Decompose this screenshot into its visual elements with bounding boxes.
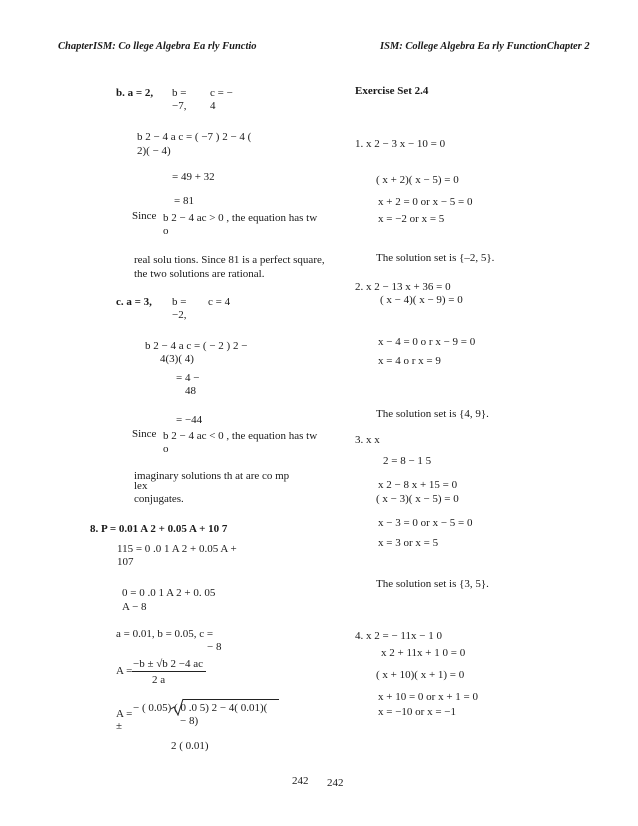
b-line4: = 81 xyxy=(174,195,194,207)
b-condition-o: o xyxy=(163,225,169,237)
c-disc1: b 2 − 4 a c = ( − 2 ) 2 − xyxy=(145,340,248,352)
p8-fraction2-den: 2 ( 0.01) xyxy=(171,740,209,752)
e2-solution: The solution set is {4, 9}. xyxy=(376,408,489,420)
c-line4: = −44 xyxy=(176,414,203,426)
e3-line2: 2 = 8 − 1 5 xyxy=(383,455,432,467)
b-b1: b = xyxy=(172,87,187,99)
c-disc2: 4(3)( 4) xyxy=(160,353,194,365)
c-c: c = 4 xyxy=(208,296,231,308)
e3-line3: x 2 − 8 x + 15 = 0 xyxy=(378,479,458,491)
e4-line5: x = −10 or x = −1 xyxy=(378,706,456,718)
p8-line3b: A − 8 xyxy=(122,601,147,613)
e1-solution: The solution set is {–2, 5}. xyxy=(376,252,495,264)
b-b2: −7, xyxy=(172,100,187,112)
e1-line3: x + 2 = 0 or x − 5 = 0 xyxy=(378,196,473,208)
p8-A2-label: A = xyxy=(116,708,133,720)
p8-A-label: A = xyxy=(116,665,133,677)
e4: 4. x 2 = − 11x − 1 0 xyxy=(355,630,442,642)
p8-abc2: − 8 xyxy=(207,641,222,653)
e1-line2: ( x + 2)( x − 5) = 0 xyxy=(376,174,459,186)
p8-line2a: 115 = 0 .0 1 A 2 + 0.05 A + xyxy=(117,543,237,555)
p8-line2b: 107 xyxy=(117,556,134,568)
p8-fraction-num: −b ± √b 2 −4 ac xyxy=(133,658,203,670)
b-a: b. a = 2, xyxy=(116,87,154,99)
b-line3: = 49 + 32 xyxy=(172,171,215,183)
p8-pm: ± xyxy=(116,720,123,732)
p8-line3a: 0 = 0 .0 1 A 2 + 0. 05 xyxy=(122,587,216,599)
page-number-2: 242 xyxy=(327,777,344,789)
c-condition-o: o xyxy=(163,443,169,455)
c-text1: imaginary solutions th at are co mp xyxy=(134,470,290,482)
b-since: Since xyxy=(132,210,157,222)
p8-fraction2-num-b: − 8) xyxy=(180,715,199,727)
c-b1: b = xyxy=(172,296,187,308)
e2-line4: x = 4 o r x = 9 xyxy=(378,355,441,367)
b-condition: b 2 − 4 ac > 0 , the equation has tw xyxy=(163,212,318,224)
c-text2: conjugates. xyxy=(134,493,184,505)
b-c1: c = − xyxy=(210,87,233,99)
e2-line2: ( x − 4)( x − 9) = 0 xyxy=(380,294,463,306)
e4-line3: ( x + 10)( x + 1) = 0 xyxy=(376,669,465,681)
e2: 2. x 2 − 13 x + 36 = 0 xyxy=(355,281,451,293)
c-condition: b 2 − 4 ac < 0 , the equation has tw xyxy=(163,430,318,442)
c-a: c. a = 3, xyxy=(116,296,152,308)
sqrt-bar xyxy=(183,699,279,700)
c-text1b: lex xyxy=(134,480,148,492)
header-right: ISM: College Algebra Ea rly FunctionChapter 2 xyxy=(380,41,590,52)
e4-line2: x 2 + 11x + 1 0 = 0 xyxy=(381,647,466,659)
header-left: ChapterISM: Co llege Algebra Ea rly Functio xyxy=(58,41,257,52)
b-disc1: b 2 − 4 a c = ( −7 ) 2 − 4 ( xyxy=(137,131,252,143)
b-text1: real solu tions. Since 81 is a perfect square, xyxy=(134,254,325,266)
e2-line3: x − 4 = 0 o r x − 9 = 0 xyxy=(378,336,476,348)
e3-line6: x = 3 or x = 5 xyxy=(378,537,439,549)
b-disc2: 2)( − 4) xyxy=(137,145,171,157)
sqrt-icon xyxy=(170,698,184,716)
exercise-title: Exercise Set 2.4 xyxy=(355,85,429,97)
e3: 3. x x xyxy=(355,434,380,446)
b-text2: the two solutions are rational. xyxy=(134,268,265,280)
p8-abc: a = 0.01, b = 0.05, c = xyxy=(116,628,214,640)
e4-line4: x + 10 = 0 or x + 1 = 0 xyxy=(378,691,478,703)
c-line3b: 48 xyxy=(185,385,196,397)
p8-fraction-den: 2 a xyxy=(152,674,166,686)
b-c2: 4 xyxy=(210,100,216,112)
p8-fraction-bar xyxy=(132,671,206,672)
c-since: Since xyxy=(132,428,157,440)
e3-line5: x − 3 = 0 or x − 5 = 0 xyxy=(378,517,473,529)
p8-fraction2-num: − ( 0.05) ( 0 .0 5) 2 − 4( 0.01)( xyxy=(133,702,268,714)
e3-solution: The solution set is {3, 5}. xyxy=(376,578,489,590)
c-b2: −2, xyxy=(172,309,187,321)
e1-line4: x = −2 or x = 5 xyxy=(378,213,445,225)
page-number-1: 242 xyxy=(292,775,309,787)
p8-header: 8. P = 0.01 A 2 + 0.05 A + 10 7 xyxy=(90,523,228,535)
e1: 1. x 2 − 3 x − 10 = 0 xyxy=(355,138,446,150)
e3-line4: ( x − 3)( x − 5) = 0 xyxy=(376,493,459,505)
c-line3a: = 4 − xyxy=(176,372,200,384)
